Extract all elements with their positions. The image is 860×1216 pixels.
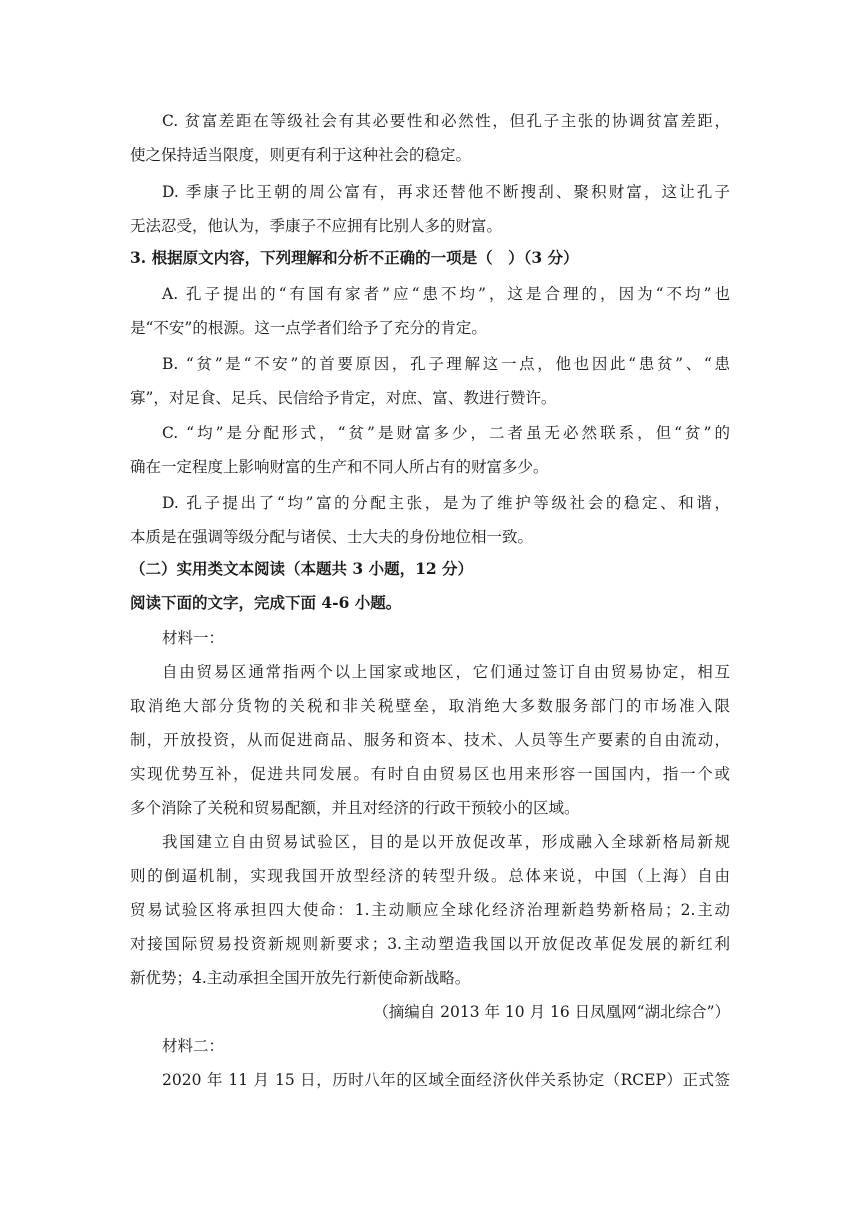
q3-option-d-line-2: 本质是在强调等级分配与诸侯、士大夫的身份地位相一致。 <box>130 528 534 546</box>
option-c-line-2: 使之保持适当限度，则更有利于这种社会的稳定。 <box>130 146 472 164</box>
material-one-p2-line-5: 新优势；4.主动承担全国开放先行新使命新战略。 <box>130 969 471 987</box>
material-one-p1-line-2: 取消绝大部分货物的关税和非关税壁垒，取消绝大多数服务部门的市场准入限 <box>130 697 730 715</box>
reading-instruction: 阅读下面的文字，完成下面 4-6 小题。 <box>130 593 402 612</box>
q3-option-c-line-1: C. “均”是分配形式，“贫”是财富多少，二者虽无必然联系，但“贫”的 <box>162 424 730 442</box>
q3-option-b-line-1: B. “贫”是“不安”的首要原因，孔子理解这一点，他也因此“患贫”、“患 <box>162 355 730 373</box>
option-d-line-1: D. 季康子比王朝的周公富有，再求还替他不断搜刮、聚积财富，这让孔子 <box>162 183 730 201</box>
q3-option-c-line-2: 确在一定程度上影响财富的生产和不同人所占有的财富多少。 <box>130 458 549 476</box>
section-heading: （二）实用类文本阅读（本题共 3 小题，12 分） <box>130 559 474 578</box>
source-citation: （摘编自 2013 年 10 月 16 日凤凰网“湖北综合”） <box>373 1003 730 1021</box>
material-one-label: 材料一： <box>162 629 225 647</box>
material-one-p1-line-4: 实现优势互补，促进共同发展。有时自由贸易区也用来形容一国国内，指一个或 <box>130 765 730 783</box>
material-one-p2-line-4: 对接国际贸易投资新规则新要求；3.主动塑造我国以开放促改革促发展的新红利 <box>130 935 730 953</box>
q3-option-b-line-2: 寡”，对足食、足兵、民信给予肯定，对庶、富、教进行赞许。 <box>130 389 557 407</box>
question-3-heading: 3. 根据原文内容，下列理解和分析不正确的一项是（ ）（3 分） <box>130 248 579 267</box>
material-one-p2-line-3: 贸易试验区将承担四大使命：1.主动顺应全球化经济治理新趋势新格局；2.主动 <box>130 901 730 919</box>
material-one-p2-line-2: 则的倒逼机制，实现我国开放型经济的转型升级。总体来说，中国（上海）自由 <box>130 867 730 885</box>
material-two-p1-line-1: 2020 年 11 月 15 日，历时八年的区域全面经济伙伴关系协定（RCEP）正式签 <box>162 1071 730 1089</box>
option-c-line-1: C. 贫富差距在等级社会有其必要性和必然性，但孔子主张的协调贫富差距， <box>162 112 730 130</box>
q3-option-a-line-1: A. 孔子提出的“有国有家者”应“患不均”，这是合理的，因为“不均”也 <box>162 285 730 303</box>
material-one-p1-line-1: 自由贸易区通常指两个以上国家或地区，它们通过签订自由贸易协定，相互 <box>162 663 730 681</box>
material-two-label: 材料二： <box>162 1037 225 1055</box>
q3-option-a-line-2: 是“不安”的根源。这一点学者们给予了充分的肯定。 <box>130 319 487 337</box>
material-one-p2-line-1: 我国建立自由贸易试验区，目的是以开放促改革，形成融入全球新格局新规 <box>162 833 730 851</box>
material-one-p1-line-3: 制，开放投资，从而促进商品、服务和资本、技术、人员等生产要素的自由流动， <box>130 731 730 749</box>
q3-option-d-line-1: D. 孔子提出了“均”富的分配主张，是为了维护等级社会的稳定、和谐， <box>162 494 730 512</box>
material-one-p1-line-5: 多个消除了关税和贸易配额，并且对经济的行政干预较小的区域。 <box>130 799 580 817</box>
option-d-line-2: 无法忍受，他认为，季康子不应拥有比别人多的财富。 <box>130 217 503 235</box>
